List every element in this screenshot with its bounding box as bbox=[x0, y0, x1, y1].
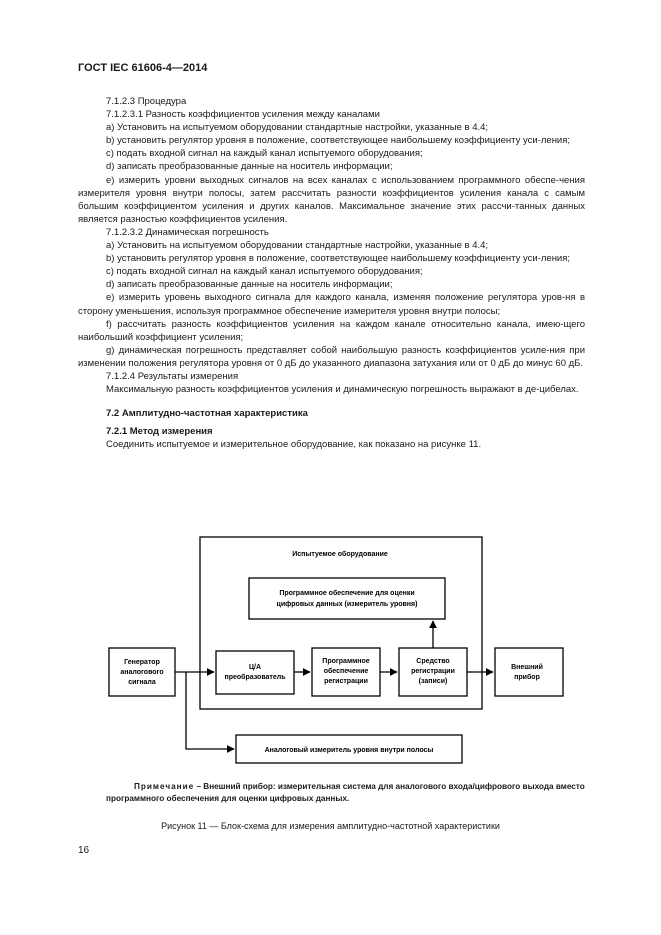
paragraph: с) подать входной сигнал на каждый канал испытуемого оборудования; bbox=[106, 148, 423, 160]
dac-box bbox=[216, 651, 294, 694]
external-box bbox=[495, 648, 563, 696]
analog-meter-label: Аналоговый измеритель уровня внутри полосы bbox=[264, 747, 434, 754]
body-text bbox=[78, 95, 585, 451]
external-label: прибор bbox=[514, 674, 540, 681]
paragraph: с) подать входной сигнал на каждый канал испытуемого оборудования; bbox=[106, 266, 423, 278]
paragraph: 7.1.2.3.2 Динамическая погрешность bbox=[106, 226, 269, 238]
page-number: 16 bbox=[78, 845, 90, 856]
paragraph: а) Установить на испытуемом оборудовании стандартные настройки, указанные в 4.4; bbox=[106, 122, 489, 134]
generator-label: сигнала bbox=[128, 679, 156, 686]
paragraph: b) установить регулятор уровня в положение, соответствующее наибольшему коэффициенту уси-ления; bbox=[106, 135, 571, 147]
dac-label: Ц/А bbox=[248, 664, 262, 671]
prog-label: Программное bbox=[322, 658, 370, 665]
media-label: регистрации bbox=[411, 668, 455, 675]
paragraph: 7.1.2.3.1 Разность коэффициентов усиления между каналами bbox=[106, 109, 380, 121]
figure-note bbox=[106, 781, 596, 804]
paragraph: 7.1.2.3 Процедура bbox=[106, 96, 187, 107]
note-text: – Внешний прибор: измерительная система для аналогового входа/цифрового выхода вместо программного обеспечения для оценки цифровых данных. bbox=[106, 782, 585, 803]
subsection-heading: 7.2.1 Метод измерения bbox=[106, 426, 213, 438]
paragraph: 7.1.2.4 Результаты измерения bbox=[106, 370, 239, 382]
prog-label: регистрации bbox=[324, 678, 368, 685]
paragraph: Максимальную разность коэффициентов усиления и динамическую погрешность выражают в де-цибелах. bbox=[106, 384, 579, 396]
generator-label: аналогового bbox=[120, 669, 164, 676]
paragraph: b) установить регулятор уровня в положение, соответствующее наибольшему коэффициенту уси-ления; bbox=[106, 253, 571, 265]
dut-title: Испытуемое оборудование bbox=[292, 551, 388, 558]
paragraph: d) записать преобразованные данные на носитель информации; bbox=[106, 161, 393, 173]
generator-label: Генератор bbox=[124, 659, 160, 666]
block-diagram bbox=[100, 530, 570, 780]
software-box bbox=[249, 578, 445, 619]
media-label: Средство bbox=[416, 658, 450, 665]
software-label: цифровых данных (измеритель уровня) bbox=[276, 601, 418, 608]
note-label: Примечание bbox=[134, 782, 195, 791]
paragraph: Соединить испытуемое и измерительное оборудование, как показано на рисунке 11. bbox=[106, 439, 482, 451]
section-heading: 7.2 Амплитудно-частотная характеристика bbox=[106, 408, 308, 420]
paragraph: е) измерить уровни выходных сигналов на всех каналах с использованием программного обеспе-чения измерителя уровня внутри полосы, затем рассчитать разности коэффициентов усиления канала с самым большим коэффициентом усиления и других каналов. Максимальное значение этих рассчи-танных данных является разностью коэффициентов усиления. bbox=[78, 174, 585, 225]
paragraph: g) динамическая погрешность представляет собой наибольшую разность коэффициентов усиле-ния при изменении положения регулятора уровня от 0 дБ до указанного диапазона затухания или от 0 дБ до минус 60 дБ. bbox=[78, 344, 585, 369]
paragraph: е) измерить уровень выходного сигнала для каждого канала, изменяя положение регулятора уров-ня в сторону уменьшения, используя программное обеспечение измерителя уровня внутри полосы; bbox=[78, 292, 585, 317]
figure-caption: Рисунок 11 — Блок-схема для измерения амплитудно-частотной характеристики bbox=[161, 821, 500, 831]
media-label: (записи) bbox=[418, 678, 448, 685]
dac-label: преобразователь bbox=[224, 674, 286, 681]
document-header: ГОСТ IEC 61606-4—2014 bbox=[78, 62, 208, 74]
prog-label: обеспечение bbox=[323, 668, 369, 675]
paragraph: d) записать преобразованные данные на носитель информации; bbox=[106, 279, 393, 291]
software-label: Программное обеспечение для оценки bbox=[279, 590, 415, 597]
paragraph: а) Установить на испытуемом оборудовании стандартные настройки, указанные в 4.4; bbox=[106, 240, 489, 252]
paragraph: f) рассчитать разность коэффициентов усиления на каждом канале относительно канала, имею-щего наибольший коэффициент усиления; bbox=[78, 318, 585, 343]
external-label: Внешний bbox=[511, 664, 543, 671]
